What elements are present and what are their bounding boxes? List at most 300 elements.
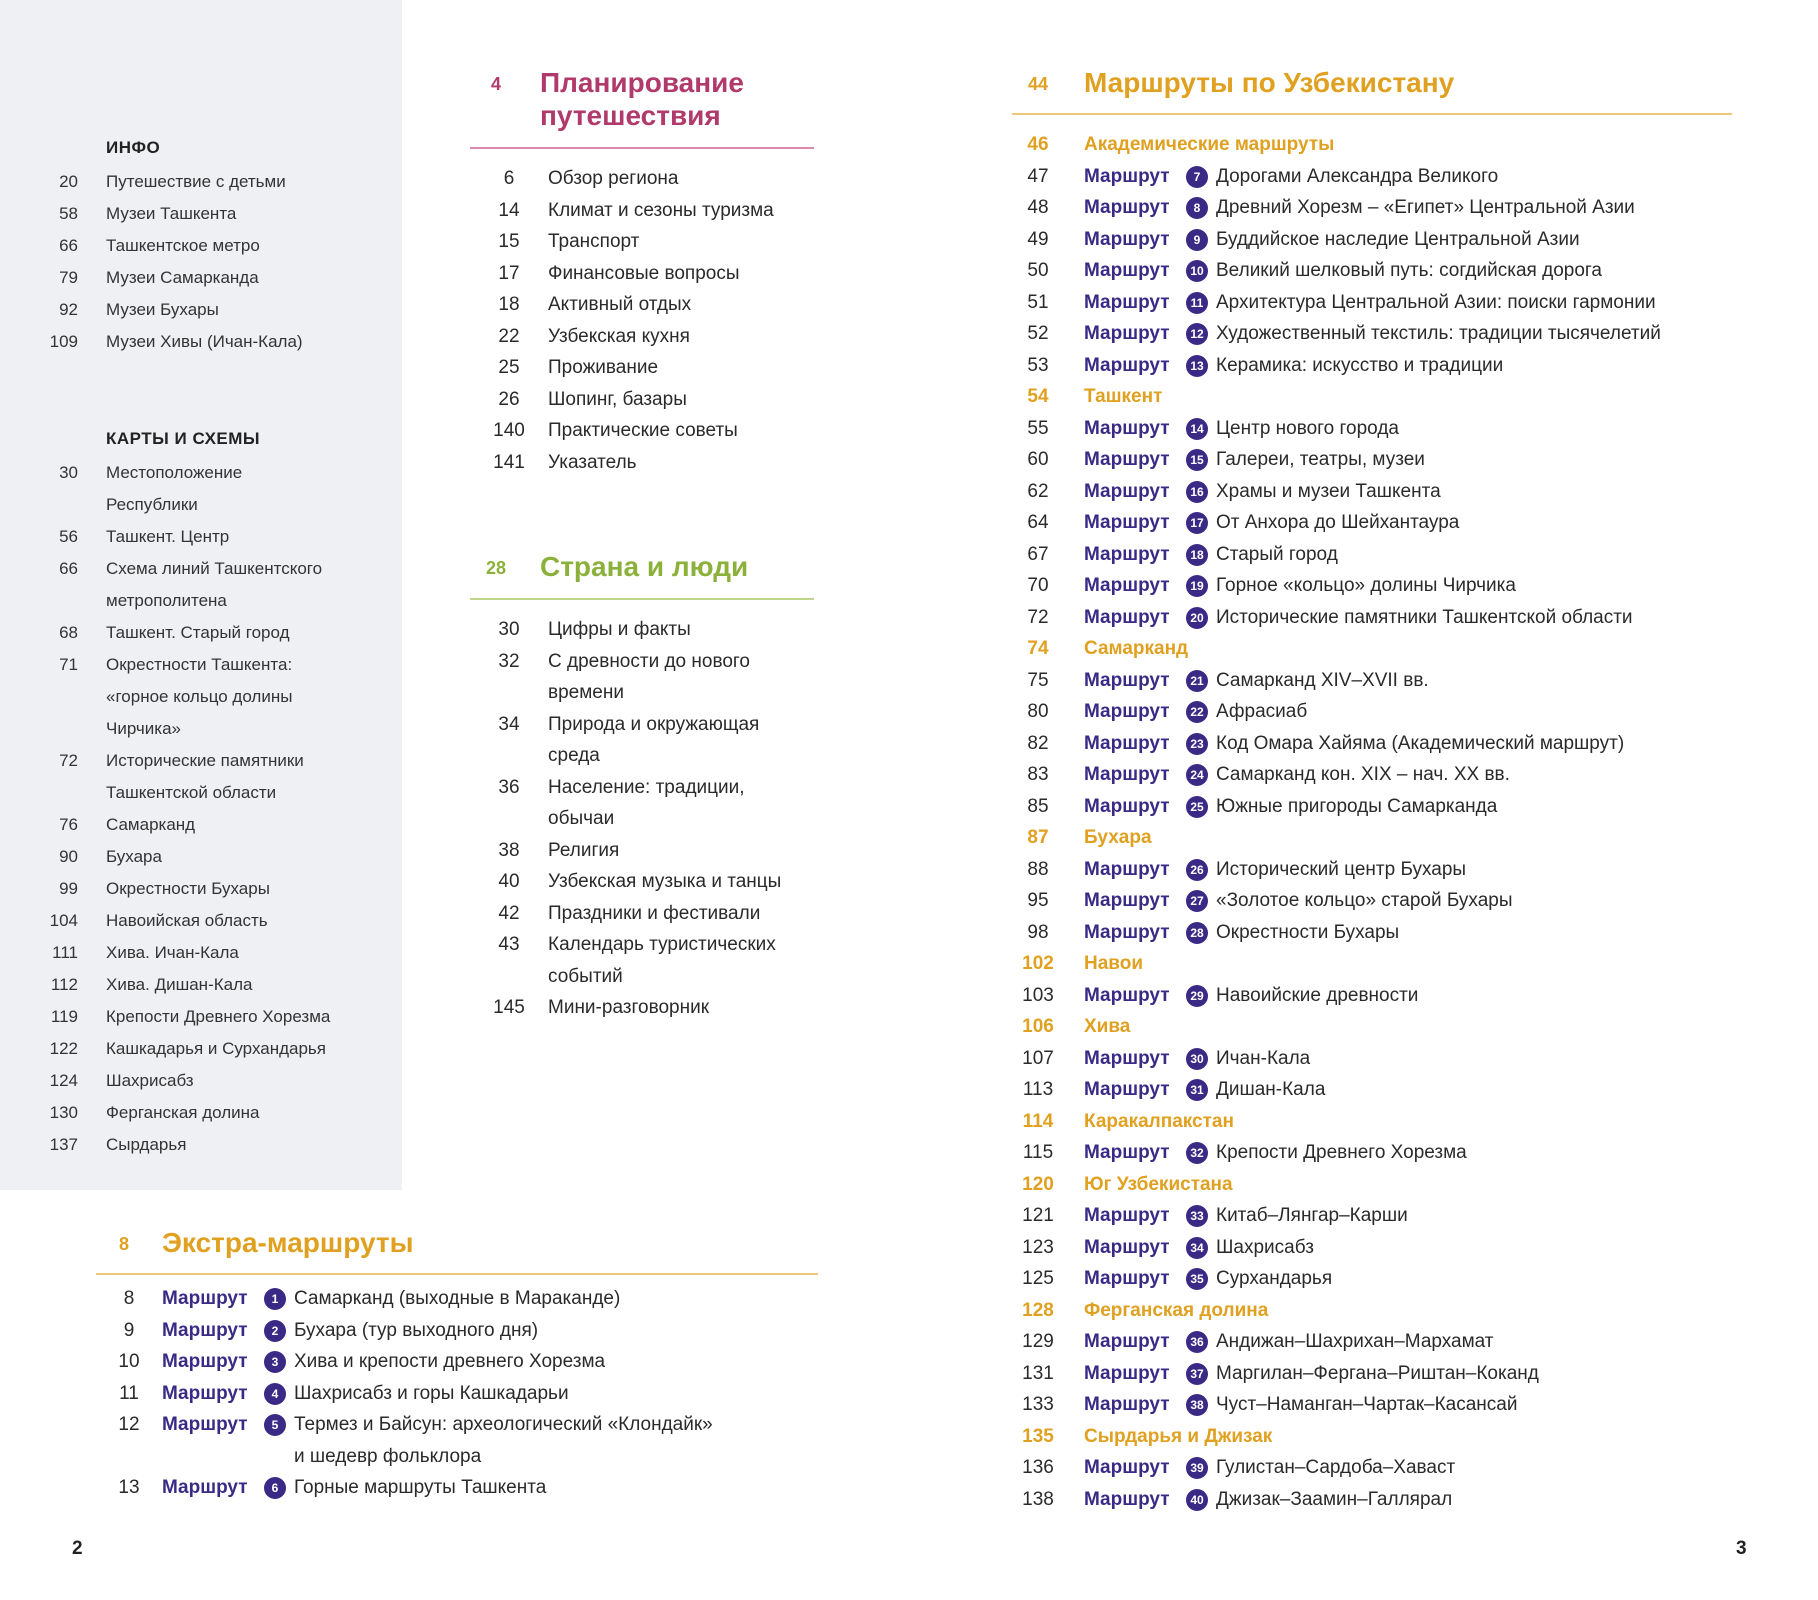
uzbekistan-route-label: Маршрут xyxy=(1084,890,1170,911)
uzbekistan-route-page: 121 xyxy=(1022,1205,1054,1226)
uzbekistan-rule xyxy=(1012,113,1732,115)
uzbekistan-route-item xyxy=(1012,413,1732,445)
uzbekistan-route-label: Маршрут xyxy=(1084,1268,1170,1289)
people-item-text: Узбекская музыка и танцы xyxy=(548,871,782,892)
maps-item-page: 119 xyxy=(50,1007,78,1026)
extra-route-item xyxy=(96,1472,818,1504)
uzbekistan-route-item xyxy=(1012,476,1732,508)
planning-item-page: 25 xyxy=(498,357,520,378)
uzbekistan-category-page: 128 xyxy=(1022,1299,1054,1321)
uzbekistan-route-number-badge: 34 xyxy=(1186,1237,1208,1259)
uzbekistan-route-number-badge: 32 xyxy=(1186,1142,1208,1164)
uzbekistan-category xyxy=(1012,1295,1732,1327)
planning-item-page: 17 xyxy=(498,262,520,284)
planning-rule xyxy=(470,147,814,149)
maps-item xyxy=(28,969,398,1001)
planning-item-page: 141 xyxy=(493,451,525,473)
uzbekistan-route-number-badge: 14 xyxy=(1186,418,1208,440)
uzbekistan-route-item xyxy=(1012,161,1732,193)
page-number-left: 2 xyxy=(72,1538,83,1559)
uzbekistan-route-page: 98 xyxy=(1027,921,1049,943)
maps-item xyxy=(28,809,398,841)
planning-item xyxy=(470,384,814,416)
extra-route-page: 12 xyxy=(118,1414,140,1435)
extra-route-indent xyxy=(162,1441,294,1473)
maps-item-page: 71 xyxy=(59,655,78,674)
uzbekistan-category xyxy=(1012,633,1732,665)
planning-item-text: Финансовые вопросы xyxy=(548,262,740,284)
uzbekistan-route-number-badge: 20 xyxy=(1186,607,1208,629)
people-item-page xyxy=(470,740,548,772)
people-item-page: 30 xyxy=(498,619,520,640)
people-item-page xyxy=(470,961,548,993)
uzbekistan-route-label: Маршрут xyxy=(1084,795,1170,817)
uzbekistan-route-number-badge: 12 xyxy=(1186,323,1208,345)
people-item xyxy=(470,614,814,646)
uzbekistan-route-label: Маршрут xyxy=(1084,354,1170,376)
people-item-text: Мини-разговорник xyxy=(548,997,710,1018)
people-item-text: времени xyxy=(548,682,624,703)
uzbekistan-route-number-badge: 22 xyxy=(1186,701,1208,723)
uzbekistan-title: Маршруты по Узбекистану xyxy=(1084,67,1455,98)
uzbekistan-category-page: 114 xyxy=(1022,1110,1054,1132)
people-item-text: Население: традиции, xyxy=(548,776,745,798)
info-item xyxy=(28,166,398,198)
uzbekistan-route-label: Маршрут xyxy=(1084,701,1170,722)
maps-item-page: 68 xyxy=(59,623,78,642)
uzbekistan-route-label: Маршрут xyxy=(1084,1205,1170,1226)
maps-item xyxy=(28,841,398,873)
people-item-page xyxy=(470,803,548,835)
people-item-page: 32 xyxy=(498,650,520,672)
uzbekistan-category xyxy=(1012,822,1732,854)
maps-item-page xyxy=(28,777,106,809)
maps-item-text: Чирчика» xyxy=(106,719,181,738)
uzbekistan-category-page: 87 xyxy=(1027,827,1049,848)
uzbekistan-route-number-badge: 9 xyxy=(1186,229,1208,251)
uzbekistan-route-item xyxy=(1012,1043,1732,1075)
maps-item-page: 124 xyxy=(49,1071,78,1090)
people-item xyxy=(470,803,814,835)
planning-item-page: 22 xyxy=(498,325,520,347)
maps-item xyxy=(28,1097,398,1129)
planning-item xyxy=(470,289,814,321)
maps-item-text: Ферганская долина xyxy=(106,1103,260,1122)
uzbekistan-route-number-badge: 10 xyxy=(1186,260,1208,282)
uzbekistan-route-title: Архитектура Центральной Азии: поиски гармонии xyxy=(1216,291,1656,313)
uzbekistan-route-page: 67 xyxy=(1027,543,1049,565)
uzbekistan-route-page: 125 xyxy=(1022,1268,1054,1289)
maps-item-text: Хива. Дишан-Кала xyxy=(106,975,253,994)
uzbekistan-route-number-badge: 19 xyxy=(1186,575,1208,597)
uzbekistan-route-label: Маршрут xyxy=(1084,165,1170,187)
people-item-page: 145 xyxy=(493,997,525,1018)
planning-title xyxy=(540,66,744,132)
extra-route-page: 9 xyxy=(123,1319,135,1341)
maps-item xyxy=(28,553,398,585)
uzbekistan-route-title: Буддийское наследие Центральной Азии xyxy=(1216,228,1580,250)
uzbekistan-route-label: Маршрут xyxy=(1084,575,1170,596)
uzbekistan-route-number-badge: 25 xyxy=(1186,796,1208,818)
people-item-page: 43 xyxy=(498,934,520,955)
maps-item-text: Исторические памятники xyxy=(106,751,304,770)
uzbekistan-category-page: 74 xyxy=(1027,638,1049,659)
people-item xyxy=(470,961,814,993)
extra-rule xyxy=(96,1273,818,1275)
maps-item-text: Навоийская область xyxy=(106,911,268,930)
page-number-right: 3 xyxy=(1736,1538,1747,1559)
uzbekistan-route-item xyxy=(1012,444,1732,476)
uzbekistan-route-title: Крепости Древнего Хорезма xyxy=(1216,1142,1467,1163)
maps-item-text: Ташкент. Старый город xyxy=(106,623,290,642)
maps-item-page: 72 xyxy=(59,751,78,770)
uzbekistan-route-label: Маршрут xyxy=(1084,921,1170,943)
uzbekistan-route-number-badge: 11 xyxy=(1186,292,1208,314)
maps-item xyxy=(28,521,398,553)
maps-item-text: Окрестности Ташкента: xyxy=(106,655,293,674)
planning-section xyxy=(470,66,814,478)
extra-route-label: Маршрут xyxy=(162,1288,248,1309)
uzbekistan-route-item xyxy=(1012,1232,1732,1264)
uzbekistan-route-item xyxy=(1012,885,1732,917)
uzbekistan-route-page: 53 xyxy=(1027,354,1049,376)
people-item-text: обычаи xyxy=(548,808,615,829)
uzbekistan-route-title: Исторический центр Бухары xyxy=(1216,858,1467,880)
maps-item xyxy=(28,1065,398,1097)
uzbekistan-route-page: 50 xyxy=(1027,260,1049,281)
uzbekistan-route-item xyxy=(1012,759,1732,791)
uzbekistan-category-title: Бухара xyxy=(1084,827,1152,848)
uzbekistan-route-label: Маршрут xyxy=(1084,323,1170,344)
uzbekistan-route-title: Маргилан–Фергана–Риштан–Коканд xyxy=(1216,1362,1539,1384)
people-item xyxy=(470,835,814,867)
planning-item-page: 15 xyxy=(498,231,520,252)
maps-item-text: Бухара xyxy=(106,847,162,866)
people-rule xyxy=(470,598,814,600)
planning-title-line2: путешествия xyxy=(540,100,721,131)
uzbekistan-route-number-badge: 39 xyxy=(1186,1457,1208,1479)
info-item-page: 20 xyxy=(59,172,78,191)
uzbekistan-route-title: Чуст–Наманган–Чартак–Касансай xyxy=(1216,1394,1518,1415)
uzbekistan-route-number-badge: 28 xyxy=(1186,922,1208,944)
planning-item-text: Активный отдых xyxy=(548,294,692,315)
uzbekistan-route-page: 107 xyxy=(1022,1047,1054,1069)
maps-item-page xyxy=(28,713,106,745)
uzbekistan-route-item xyxy=(1012,192,1732,224)
extra-route-number-badge: 1 xyxy=(264,1288,286,1310)
extra-route-label: Маршрут xyxy=(162,1414,248,1435)
maps-item xyxy=(28,873,398,905)
planning-item xyxy=(470,163,814,195)
uzbekistan-route-page: 70 xyxy=(1027,575,1049,596)
uzbekistan-route-title: От Анхора до Шейхантаура xyxy=(1216,512,1460,533)
maps-item-page: 56 xyxy=(59,527,78,546)
uzbekistan-route-title: Андижан–Шахрихан–Мархамат xyxy=(1216,1331,1494,1352)
planning-item-text: Транспорт xyxy=(548,231,640,252)
uzbekistan-route-number-badge: 26 xyxy=(1186,859,1208,881)
maps-item-text: «горное кольцо долины xyxy=(106,687,293,706)
uzbekistan-route-item xyxy=(1012,350,1732,382)
people-item xyxy=(470,929,814,961)
people-item xyxy=(470,866,814,898)
uzbekistan-route-page: 55 xyxy=(1027,417,1049,439)
maps-item xyxy=(28,681,398,713)
uzbekistan-category xyxy=(1012,1169,1732,1201)
uzbekistan-route-number-badge: 38 xyxy=(1186,1394,1208,1416)
uzbekistan-route-label: Маршрут xyxy=(1084,197,1170,218)
planning-item xyxy=(470,415,814,447)
maps-item-page: 130 xyxy=(49,1103,78,1122)
planning-item-page: 140 xyxy=(493,420,525,441)
uzbekistan-route-page: 60 xyxy=(1027,449,1049,470)
uzbekistan-route-page: 103 xyxy=(1022,984,1054,1006)
maps-item-text: Самарканд xyxy=(106,815,196,834)
uzbekistan-route-item xyxy=(1012,917,1732,949)
uzbekistan-category xyxy=(1012,1421,1732,1453)
uzbekistan-route-label: Маршрут xyxy=(1084,480,1170,502)
uzbekistan-route-page: 123 xyxy=(1022,1236,1054,1258)
uzbekistan-category-title: Сырдарья и Джизак xyxy=(1084,1425,1273,1447)
info-heading: ИНФО xyxy=(106,138,161,157)
uzbekistan-category xyxy=(1012,129,1732,161)
planning-item xyxy=(470,447,814,479)
uzbekistan-route-title: Художественный текстиль: традиции тысячелетий xyxy=(1216,323,1661,344)
planning-item xyxy=(470,352,814,384)
people-item xyxy=(470,740,814,772)
uzbekistan-category-title: Навои xyxy=(1084,953,1144,974)
people-item-page: 42 xyxy=(498,902,520,924)
planning-item-text: Обзор региона xyxy=(548,168,679,189)
uzbekistan-route-item xyxy=(1012,1389,1732,1421)
planning-item xyxy=(470,195,814,227)
uzbekistan-category-title: Самарканд xyxy=(1084,638,1189,659)
uzbekistan-route-title: Код Омара Хайяма (Академический маршрут) xyxy=(1216,732,1625,754)
uzbekistan-route-label: Маршрут xyxy=(1084,1079,1170,1100)
uzbekistan-route-item xyxy=(1012,980,1732,1012)
extra-route-item xyxy=(96,1315,818,1347)
uzbekistan-route-page: 83 xyxy=(1027,764,1049,785)
extra-route-title: и шедевр фольклора xyxy=(294,1445,482,1467)
people-item-text: событий xyxy=(548,965,623,987)
uzbekistan-route-title: «Золотое кольцо» старой Бухары xyxy=(1216,890,1513,911)
uzbekistan-list xyxy=(1012,129,1732,1515)
uzbekistan-route-page: 52 xyxy=(1027,323,1049,344)
maps-item xyxy=(28,585,398,617)
maps-item xyxy=(28,617,398,649)
uzbekistan-route-label: Маршрут xyxy=(1084,228,1170,250)
people-item-text: среда xyxy=(548,745,600,766)
uzbekistan-category-title: Хива xyxy=(1084,1016,1131,1037)
uzbekistan-route-item xyxy=(1012,318,1732,350)
uzbekistan-route-number-badge: 36 xyxy=(1186,1331,1208,1353)
people-section xyxy=(470,550,814,1024)
uzbekistan-routes-section xyxy=(1012,66,1732,1515)
uzbekistan-route-label: Маршрут xyxy=(1084,1488,1170,1510)
extra-route-page: 11 xyxy=(119,1382,139,1404)
uzbekistan-route-item xyxy=(1012,1200,1732,1232)
uzbekistan-route-page: 72 xyxy=(1027,606,1049,628)
extra-route-number-badge: 4 xyxy=(264,1383,286,1405)
info-item-page: 58 xyxy=(59,204,78,223)
uzbekistan-route-page: 115 xyxy=(1022,1142,1054,1163)
planning-item-page: 18 xyxy=(498,294,520,315)
extra-list xyxy=(96,1283,818,1504)
uzbekistan-route-title: Исторические памятники Ташкентской области xyxy=(1216,606,1633,628)
people-item-text: С древности до нового xyxy=(548,650,750,672)
planning-page: 4 xyxy=(490,74,501,94)
people-item-page xyxy=(470,677,548,709)
uzbekistan-route-page: 64 xyxy=(1027,512,1049,533)
planning-item xyxy=(470,226,814,258)
uzbekistan-route-title: Горное «кольцо» долины Чирчика xyxy=(1216,575,1516,596)
uzbekistan-route-title: Древний Хорезм – «Египет» Центральной Азии xyxy=(1216,197,1635,218)
maps-item-text: метрополитена xyxy=(106,591,227,610)
people-item xyxy=(470,709,814,741)
extra-route-item xyxy=(96,1441,818,1473)
people-list xyxy=(470,614,814,1024)
uzbekistan-category-page: 54 xyxy=(1027,386,1049,407)
info-item xyxy=(28,198,398,230)
uzbekistan-route-page: 138 xyxy=(1022,1488,1054,1510)
maps-item xyxy=(28,1129,398,1161)
people-item-text: Цифры и факты xyxy=(548,619,691,640)
maps-item xyxy=(28,745,398,777)
maps-item-text: Сырдарья xyxy=(106,1135,187,1154)
uzbekistan-route-item xyxy=(1012,665,1732,697)
uzbekistan-route-page: 82 xyxy=(1027,732,1049,754)
uzbekistan-route-title: Навоийские древности xyxy=(1216,984,1419,1006)
uzbekistan-route-number-badge: 21 xyxy=(1186,670,1208,692)
uzbekistan-page: 44 xyxy=(1027,74,1049,94)
people-item-page: 40 xyxy=(498,871,520,892)
info-item-text: Ташкентское метро xyxy=(106,236,260,255)
people-title: Страна и люди xyxy=(540,551,749,582)
uzbekistan-category-title: Академические маршруты xyxy=(1084,134,1335,155)
uzbekistan-route-item xyxy=(1012,224,1732,256)
maps-item-page xyxy=(28,681,106,713)
people-item xyxy=(470,992,814,1024)
extra-route-title: Бухара (тур выходного дня) xyxy=(294,1319,539,1341)
maps-item xyxy=(28,905,398,937)
uzbekistan-route-number-badge: 23 xyxy=(1186,733,1208,755)
uzbekistan-category-title: Ташкент xyxy=(1084,386,1163,407)
uzbekistan-route-title: Окрестности Бухары xyxy=(1216,921,1400,943)
maps-item-text: Ташкент. Центр xyxy=(106,527,230,546)
maps-item xyxy=(28,649,398,681)
uzbekistan-route-label: Маршрут xyxy=(1084,1394,1170,1415)
uzbekistan-route-number-badge: 7 xyxy=(1186,166,1208,188)
people-page: 28 xyxy=(485,558,507,578)
people-item-text: Праздники и фестивали xyxy=(548,902,761,924)
extra-route-item xyxy=(96,1378,818,1410)
maps-item-page xyxy=(28,489,106,521)
uzbekistan-route-number-badge: 37 xyxy=(1186,1363,1208,1385)
maps-item-text: Ташкентской области xyxy=(106,783,277,802)
uzbekistan-route-label: Маршрут xyxy=(1084,449,1170,470)
uzbekistan-route-title: Самарканд кон. XIX – нач. XX вв. xyxy=(1216,764,1510,785)
uzbekistan-route-label: Маршрут xyxy=(1084,606,1170,628)
people-item-page: 36 xyxy=(498,776,520,798)
uzbekistan-category-title: Юг Узбекистана xyxy=(1084,1173,1233,1195)
maps-item xyxy=(28,1001,398,1033)
uzbekistan-route-page: 85 xyxy=(1027,795,1049,817)
uzbekistan-route-number-badge: 13 xyxy=(1186,355,1208,377)
uzbekistan-route-number-badge: 8 xyxy=(1186,197,1208,219)
uzbekistan-route-title: Джизак–Заамин–Галлярал xyxy=(1216,1488,1453,1510)
uzbekistan-category-page: 46 xyxy=(1027,134,1049,155)
uzbekistan-route-page: 51 xyxy=(1027,291,1049,313)
uzbekistan-route-page: 136 xyxy=(1022,1457,1054,1478)
extra-routes-section xyxy=(96,1226,818,1504)
maps-item-page: 30 xyxy=(59,463,78,482)
uzbekistan-route-item xyxy=(1012,602,1732,634)
info-item xyxy=(28,294,398,326)
maps-item xyxy=(28,489,398,521)
uzbekistan-route-item xyxy=(1012,570,1732,602)
uzbekistan-route-number-badge: 31 xyxy=(1186,1079,1208,1101)
uzbekistan-route-label: Маршрут xyxy=(1084,512,1170,533)
uzbekistan-route-item xyxy=(1012,1326,1732,1358)
maps-item-page xyxy=(28,585,106,617)
uzbekistan-category-page: 135 xyxy=(1022,1425,1054,1447)
uzbekistan-route-item xyxy=(1012,507,1732,539)
uzbekistan-route-label: Маршрут xyxy=(1084,543,1170,565)
uzbekistan-route-title: Дорогами Александра Великого xyxy=(1216,165,1499,187)
uzbekistan-route-item xyxy=(1012,1358,1732,1390)
uzbekistan-category-page: 120 xyxy=(1022,1173,1054,1195)
info-list xyxy=(28,166,398,358)
maps-list xyxy=(28,457,398,1161)
planning-item xyxy=(470,258,814,290)
uzbekistan-route-title: Сурхандарья xyxy=(1216,1268,1333,1289)
uzbekistan-category-title: Ферганская долина xyxy=(1084,1299,1269,1321)
uzbekistan-route-item xyxy=(1012,1484,1732,1516)
uzbekistan-route-item xyxy=(1012,791,1732,823)
extra-route-page: 13 xyxy=(118,1477,140,1498)
extra-route-title: Самарканд (выходные в Мараканде) xyxy=(294,1288,621,1309)
planning-item-text: Указатель xyxy=(548,451,637,473)
extra-route-title: Горные маршруты Ташкента xyxy=(294,1477,547,1498)
info-item-page: 92 xyxy=(59,300,78,319)
uzbekistan-route-number-badge: 17 xyxy=(1186,512,1208,534)
uzbekistan-route-item xyxy=(1012,696,1732,728)
extra-route-number-badge: 5 xyxy=(264,1414,286,1436)
uzbekistan-category xyxy=(1012,1011,1732,1043)
extra-route-label: Маршрут xyxy=(162,1351,248,1372)
planning-item-page: 6 xyxy=(503,168,515,189)
maps-item-page: 137 xyxy=(49,1135,78,1154)
planning-item-text: Климат и сезоны туризма xyxy=(548,199,774,221)
people-item-text: Календарь туристических xyxy=(548,934,776,955)
maps-item-text: Хива. Ичан-Кала xyxy=(106,943,239,962)
extra-route-label: Маршрут xyxy=(162,1319,248,1341)
maps-item xyxy=(28,777,398,809)
maps-item-page: 66 xyxy=(59,559,78,578)
uzbekistan-route-item xyxy=(1012,287,1732,319)
uzbekistan-route-page: 47 xyxy=(1027,165,1049,187)
uzbekistan-route-title: Керамика: искусство и традиции xyxy=(1216,354,1504,376)
uzbekistan-route-number-badge: 24 xyxy=(1186,764,1208,786)
planning-title-line1: Планирование xyxy=(540,67,744,98)
uzbekistan-route-title: Самарканд XIV–XVII вв. xyxy=(1216,669,1429,691)
uzbekistan-route-label: Маршрут xyxy=(1084,1142,1170,1163)
uzbekistan-route-title: Афрасиаб xyxy=(1216,701,1308,722)
people-item-page: 38 xyxy=(498,839,520,861)
maps-item-page: 122 xyxy=(49,1039,78,1058)
maps-item-text: Окрестности Бухары xyxy=(106,879,270,898)
uzbekistan-route-item xyxy=(1012,854,1732,886)
uzbekistan-route-page: 75 xyxy=(1027,669,1049,691)
